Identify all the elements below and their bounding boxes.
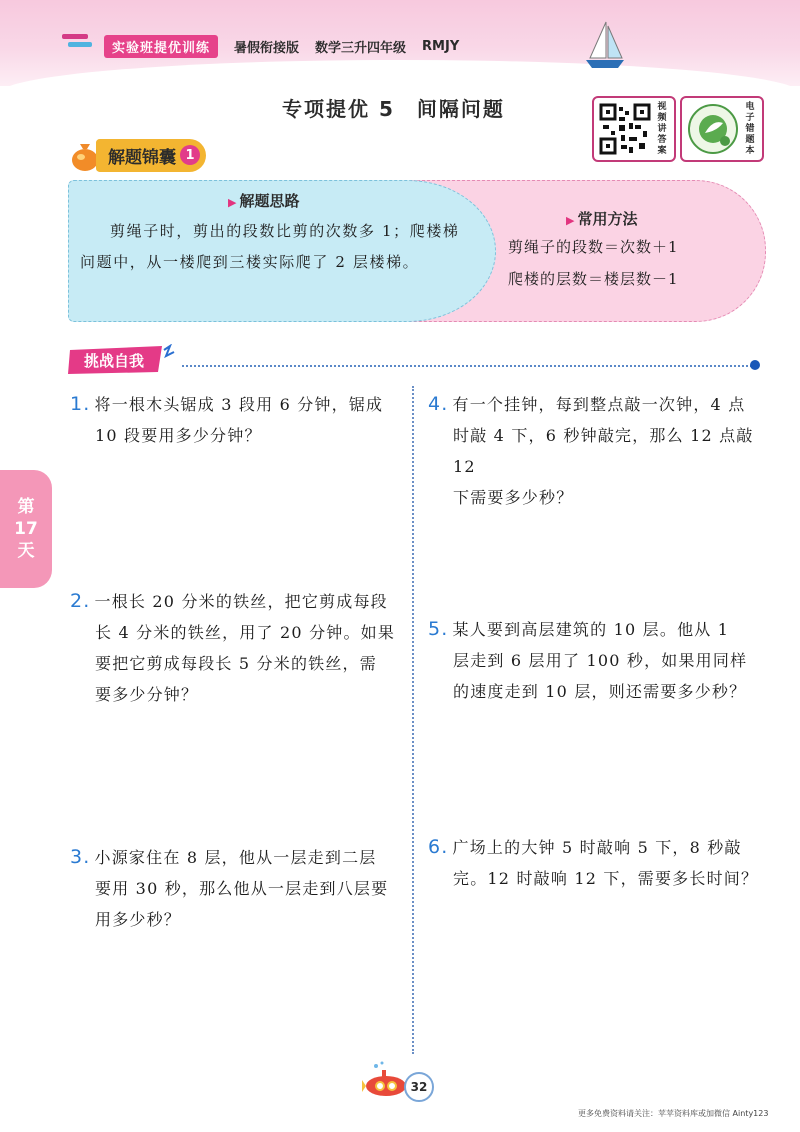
problem-line bbox=[70, 842, 406, 873]
triangle-marker-icon: ▶ bbox=[566, 214, 575, 227]
problem-line: 长 4 分米的铁丝，用了 20 分钟。如果 bbox=[95, 623, 396, 642]
problem-1 bbox=[70, 389, 406, 451]
idea-text: 剪绳子时，剪出的段数比剪的次数多 1；爬楼梯问题中，从一楼爬到三楼实际爬了 2 层楼梯。 bbox=[80, 222, 460, 271]
section-number: 1 bbox=[180, 145, 200, 165]
video-qr-label: 视频讲答案 bbox=[657, 101, 667, 156]
challenge-badge bbox=[66, 344, 176, 376]
subject-label: 数学三升四年级 bbox=[315, 40, 407, 56]
idea-heading bbox=[228, 190, 299, 211]
page-number: 32 bbox=[404, 1072, 434, 1102]
method-line-2: 爬楼的层数＝楼层数－1 bbox=[508, 270, 679, 288]
page-title: 专项提优 5 间隔问题 bbox=[282, 97, 505, 121]
brand-logo-icon bbox=[58, 30, 98, 54]
footer-note: 更多免费资料请关注：苹苹资料库或加微信 Ainty123 bbox=[578, 1109, 769, 1118]
wrongbook-card[interactable] bbox=[680, 96, 764, 162]
method-heading bbox=[566, 208, 637, 229]
problem-number: 1. bbox=[70, 393, 91, 415]
column-divider bbox=[412, 386, 414, 1054]
triangle-marker-icon: ▶ bbox=[228, 196, 237, 209]
problem-line: 层走到 6 层用了 100 秒，如果用同样 bbox=[453, 651, 748, 670]
problem-line: 要多少分钟？ bbox=[95, 685, 199, 704]
problem-line bbox=[428, 832, 768, 863]
challenge-divider bbox=[182, 365, 752, 367]
problem-5 bbox=[428, 614, 768, 707]
problem-line: 的速度走到 10 层，则还需要多少秒？ bbox=[453, 682, 747, 701]
problem-number: 4. bbox=[428, 393, 449, 415]
wrongbook-label: 电子错题本 bbox=[745, 101, 755, 156]
problem-6 bbox=[428, 832, 768, 894]
problem-number: 6. bbox=[428, 836, 449, 858]
problem-line bbox=[428, 614, 768, 645]
section-badge bbox=[68, 138, 206, 172]
qr-code-icon bbox=[599, 103, 651, 155]
brand-series: 实验班提优训练 bbox=[104, 35, 218, 58]
header-info bbox=[104, 36, 459, 56]
idea-heading-text: 解题思路 bbox=[239, 192, 300, 210]
method-line-1: 剪绳子的段数＝次数＋1 bbox=[508, 238, 679, 256]
problem-text: 一根长 20 分米的铁丝，把它剪成每段 bbox=[94, 592, 388, 611]
problem-text: 某人要到高层建筑的 10 层。他从 1 bbox=[452, 620, 730, 639]
problem-line: 用多少秒？ bbox=[95, 910, 182, 929]
problem-line bbox=[428, 389, 768, 420]
problem-text: 将一根木头锯成 3 段用 6 分钟，锯成 bbox=[94, 395, 384, 414]
divider-end-dot bbox=[750, 360, 760, 370]
day-tab-prefix: 第 bbox=[17, 497, 35, 517]
video-qr-card[interactable] bbox=[592, 96, 676, 162]
version-label: RMJY bbox=[422, 38, 460, 54]
problem-line: 10 段要用多少分钟？ bbox=[95, 426, 262, 445]
section-label: 解题锦囊 bbox=[108, 147, 176, 168]
submarine-icon bbox=[362, 1060, 410, 1100]
problem-line: 时敲 4 下，6 秒钟敲完，那么 12 点敲 12 bbox=[453, 426, 754, 476]
problem-4 bbox=[428, 389, 768, 513]
problem-text: 小源家住在 8 层，他从一层走到二层 bbox=[94, 848, 377, 867]
day-tab-suffix: 天 bbox=[17, 541, 35, 561]
sailboat-icon bbox=[582, 18, 628, 72]
problem-line bbox=[70, 389, 406, 420]
problem-line: 要把它剪成每段长 5 分米的铁丝，需 bbox=[95, 654, 377, 673]
problem-number: 2. bbox=[70, 590, 91, 612]
problem-3 bbox=[70, 842, 406, 935]
problem-line: 要用 30 秒，那么他从一层走到八层要 bbox=[95, 879, 389, 898]
day-tab-number: 17 bbox=[14, 519, 38, 539]
problem-line: 完。12 时敲响 12 下，需要多长时间？ bbox=[453, 869, 759, 888]
problem-2 bbox=[70, 586, 406, 710]
problem-text: 广场上的大钟 5 时敲响 5 下，8 秒敲 bbox=[452, 838, 742, 857]
problem-line: 下需要多少秒？ bbox=[453, 488, 574, 507]
problem-number: 3. bbox=[70, 846, 91, 868]
section-label-pill bbox=[96, 139, 206, 172]
problem-text: 有一个挂钟，每到整点敲一次钟，4 点 bbox=[452, 395, 746, 414]
problem-number: 5. bbox=[428, 618, 449, 640]
wrongbook-seal-icon bbox=[687, 103, 739, 155]
challenge-label: 挑战自我 bbox=[83, 352, 145, 370]
method-heading-text: 常用方法 bbox=[577, 210, 638, 228]
edition-label: 暑假衔接版 bbox=[234, 40, 300, 56]
problem-line bbox=[70, 586, 406, 617]
day-tab bbox=[0, 470, 52, 588]
